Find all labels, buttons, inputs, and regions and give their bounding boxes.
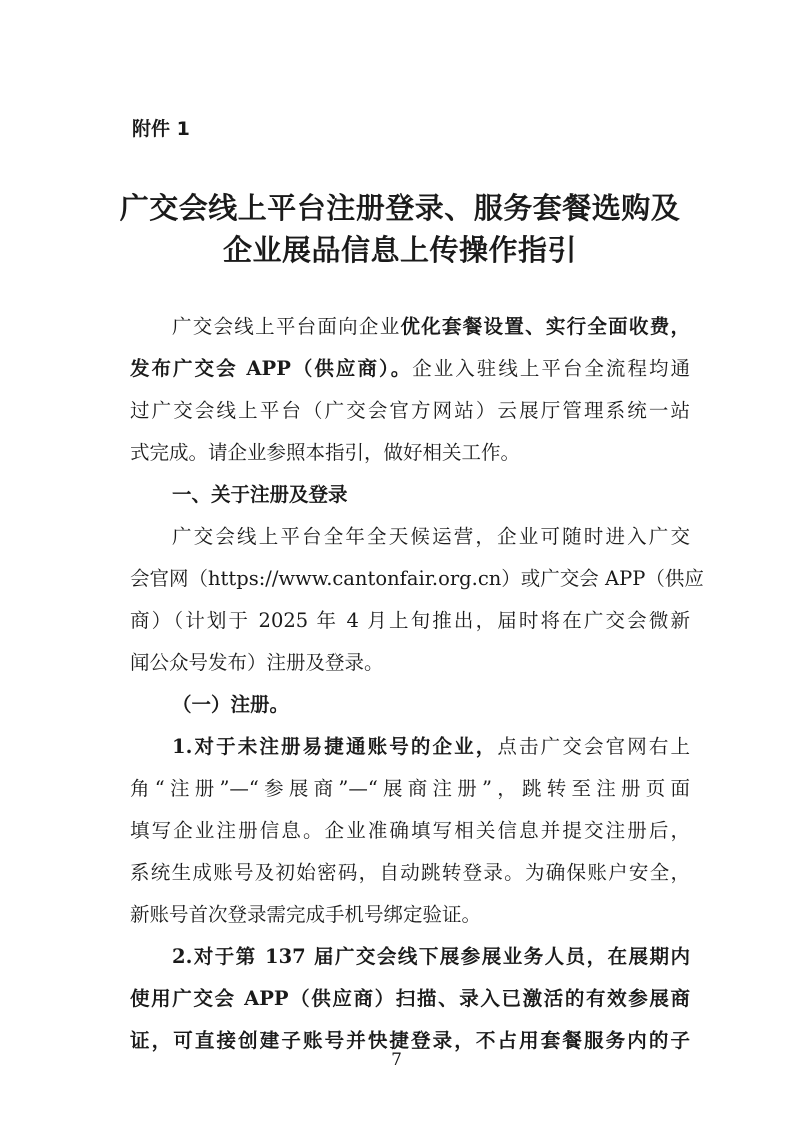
intro-line-2 [130,355,690,383]
item-2-line-1: 2.对于第 137 届广交会线下展参展业务人员，在展期内 [172,945,690,968]
item-2-line-3: 证，可直接创建子账号并快捷登录，不占用套餐服务内的子 [130,1029,690,1052]
item-emphasis: 1.对于未注册易捷通账号的企业， [172,735,498,758]
title-line-1: 广交会线上平台注册登录、服务套餐选购及 [119,191,681,225]
item-1-line-1 [172,733,690,761]
intro-text: 企业入驻线上平台全流程均通 [412,357,690,380]
paragraph-line: 新账号首次登录需完成手机号绑定验证。 [130,903,482,926]
intro-line-4: 式完成。请企业参照本指引，做好相关工作。 [130,441,521,464]
paragraph-line: 角“注册”—“参展商”—“展商注册”，跳转至注册页面 [130,777,690,800]
intro-emphasis: 优化套餐设置、实行全面收费， [400,315,690,338]
intro-emphasis: 发布广交会 APP（供应商）。 [130,357,413,380]
paragraph-line: 系统生成账号及初始密码，自动跳转登录。为确保账户安全， [130,861,690,884]
page-number: 7 [391,1050,402,1070]
paragraph-line: 填写企业注册信息。企业准确填写相关信息并提交注册后， [130,819,690,842]
paragraph-line: 闻公众号发布）注册及登录。 [130,651,384,674]
intro-line-3: 过广交会线上平台（广交会官方网站）云展厅管理系统一站 [130,399,690,422]
item-text: 点击广交会官网右上 [497,735,690,758]
intro-text: 广交会线上平台面向企业 [172,315,401,338]
intro-line-1 [172,313,690,341]
paragraph-line: 商）（计划于 2025 年 4 月上旬推出，届时将在广交会微新 [130,609,690,632]
attachment-label: 附件 1 [132,118,190,140]
section-heading: 一、关于注册及登录 [172,483,348,506]
title-line-2: 企业展品信息上传操作指引 [222,233,577,267]
subsection-heading: （一）注册。 [172,693,290,716]
item-2-line-2: 使用广交会 APP（供应商）扫描、录入已激活的有效参展商 [130,987,690,1010]
paragraph-line: 广交会线上平台全年全天候运营，企业可随时进入广交 [172,525,690,548]
paragraph-line: 会官网（https://www.cantonfair.org.cn）或广交会 APP（供应 [130,567,704,590]
